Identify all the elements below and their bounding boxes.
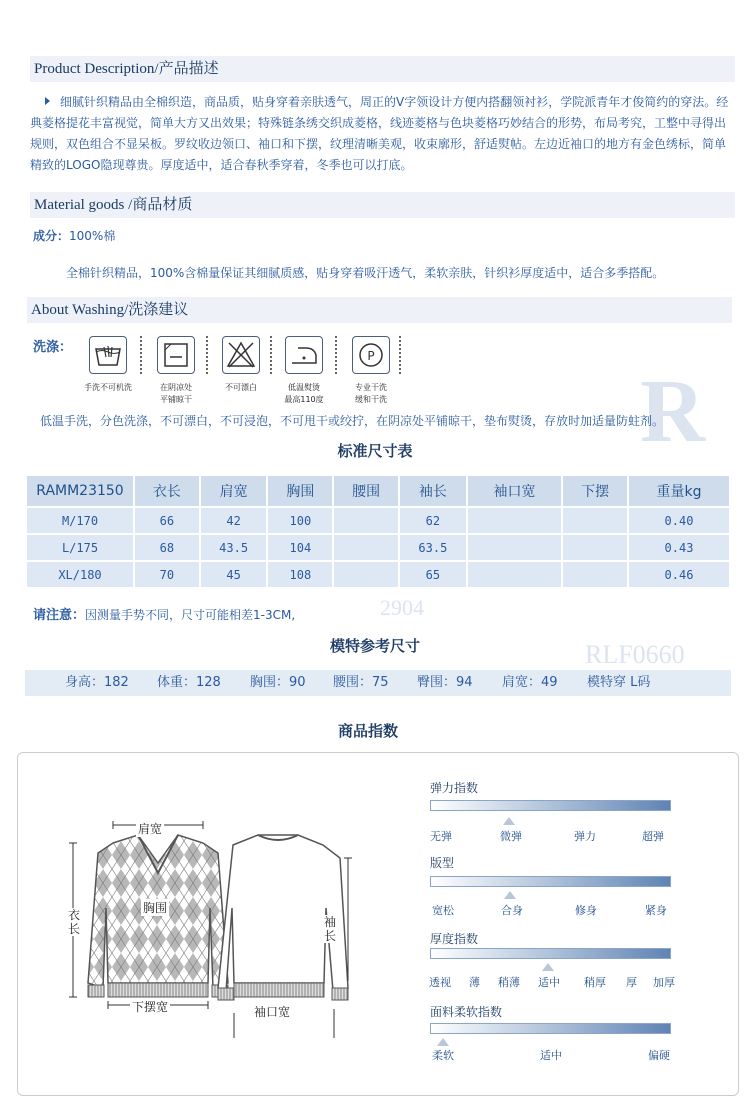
hand-wash-icon: [89, 336, 127, 374]
low-iron-icon: [285, 336, 323, 374]
softness-title: 面料柔软指数: [430, 1005, 503, 1019]
size-cell: [563, 562, 627, 587]
size-cell: 42: [201, 508, 267, 533]
thickness-label: 厚: [626, 976, 637, 989]
watermark-code-1: 2904: [380, 595, 424, 620]
fit-title: 版型: [430, 856, 455, 870]
diagram-label-cuff: 袖口宽: [254, 1005, 291, 1019]
thickness-label: 稍薄: [498, 976, 520, 989]
size-note-text: 因测量手势不同，尺寸可能相差1-3CM,: [85, 608, 296, 622]
size-cell: L/175: [27, 535, 133, 560]
elasticity-title: 弹力指数: [430, 781, 479, 795]
no-bleach-icon: [222, 336, 260, 374]
diagram-label-length: 衣长: [68, 908, 81, 936]
model-title: 模特参考尺寸: [329, 637, 420, 655]
size-header-cell: 下摆: [563, 476, 627, 506]
size-cell: 65: [400, 562, 466, 587]
softness-bar: [430, 1023, 671, 1034]
size-cell: 63.5: [400, 535, 466, 560]
index-title: 商品指数: [337, 722, 398, 740]
size-cell: 68: [135, 535, 199, 560]
size-cell: M/170: [27, 508, 133, 533]
thickness-label: 稍厚: [584, 976, 606, 989]
model-waist: 腰围：75: [333, 675, 389, 690]
elasticity-label: 无弹: [430, 830, 452, 843]
thickness-label: 适中: [538, 976, 560, 989]
model-hip: 臀围：94: [417, 675, 473, 690]
dry-clean-label: 专业干洗 缓和干洗: [355, 383, 387, 404]
size-cell: 100: [268, 508, 332, 533]
product-description-text: [30, 92, 736, 176]
fit-bar: [430, 876, 671, 887]
composition-label: 成分：: [33, 229, 70, 243]
washing-heading: About Washing/洗涤建议: [27, 297, 732, 323]
low-iron-label: 低温熨烫 最高110度: [284, 383, 324, 404]
sweater-diagram: [58, 813, 378, 1083]
size-cell: 43.5: [201, 535, 267, 560]
model-measurements: [25, 670, 731, 696]
thickness-marker-icon: [542, 963, 554, 971]
fit-label: 宽松: [432, 904, 454, 917]
softness-label: 适中: [540, 1049, 562, 1062]
dry-flat-shade-label: 在阴凉处 平铺晾干: [160, 383, 192, 404]
model-shoulder: 肩宽：49: [502, 675, 558, 690]
size-cell: 0.40: [629, 508, 729, 533]
size-cell: 0.46: [629, 562, 729, 587]
size-cell: [468, 562, 562, 587]
dry-clean-icon: [352, 336, 390, 374]
table-row: [27, 562, 729, 587]
size-cell: 62: [400, 508, 466, 533]
product-description-heading: Product Description/产品描述: [30, 56, 735, 82]
model-chest: 胸围：90: [250, 675, 306, 690]
size-cell: 66: [135, 508, 199, 533]
bullet-arrow-icon: [45, 97, 50, 105]
watermark-code-2: RLF0660: [585, 640, 685, 669]
elasticity-label: 弹力: [574, 830, 596, 843]
no-bleach-label: 不可漂白: [225, 383, 257, 392]
model-weight: 体重：128: [157, 675, 221, 690]
size-cell: [563, 508, 627, 533]
model-wears-size: 模特穿 L码: [587, 675, 651, 690]
diagram-label-sleeve: 袖长: [324, 915, 337, 943]
size-cell: [468, 535, 562, 560]
product-description-body: 细腻针织精品由全棉织造，商品质，贴身穿着亲肤透气，周正的V字领设计方便内搭翻领衬衫，学院派青年才俊简约的穿法。经典菱格提花丰富视觉，简单大方又出效果；特殊链条绣交织成菱格，线迹菱格与色块菱格巧妙结合的形势，布局考究，工整中寻得出规则，双色组合不显呆板。罗纹收边领口、袖口和下摆，纹理清晰美观，收束廓形，舒适熨帖。左边近袖口的地方有金色绣标，简单精致的LOGO隐现尊贵。厚度适中，适合春秋季穿着，冬季也可以打底。: [30, 95, 729, 172]
thickness-label: 透视: [429, 976, 451, 989]
thickness-label: 薄: [469, 976, 480, 989]
softness-label: 柔软: [432, 1049, 454, 1062]
size-cell: 45: [201, 562, 267, 587]
size-cell: 104: [268, 535, 332, 560]
size-cell: [334, 535, 398, 560]
size-cell: 70: [135, 562, 199, 587]
elasticity-bar: [430, 800, 671, 811]
washing-label: 洗涤：: [33, 340, 73, 355]
softness-marker-icon: [437, 1038, 449, 1046]
size-cell: 108: [268, 562, 332, 587]
size-header-cell: 重量kg: [629, 476, 729, 506]
table-row: [27, 535, 729, 560]
model-height: 身高：182: [65, 675, 129, 690]
size-cell: [334, 508, 398, 533]
elasticity-label: 微弹: [500, 830, 522, 843]
dry-flat-shade-icon: [157, 336, 195, 374]
size-note-label: 请注意：: [33, 608, 86, 623]
size-table: [25, 474, 731, 589]
fit-label: 修身: [575, 904, 597, 917]
hand-wash-label: 手洗不可机洗: [84, 383, 132, 392]
size-header-cell: 胸围: [268, 476, 332, 506]
thickness-label: 加厚: [653, 976, 675, 989]
thickness-title: 厚度指数: [430, 932, 479, 946]
size-header-cell: 衣长: [135, 476, 199, 506]
material-text: 全棉针织精品，100%含棉量保证其细腻质感，贴身穿着吸汗透气，柔软亲肤，针织衫厚度适中，适合多季搭配。: [66, 266, 665, 280]
size-header-cell: RAMM23150: [27, 476, 133, 506]
diagram-label-hem: 下摆宽: [132, 1000, 169, 1014]
svg-text:P: P: [367, 349, 375, 363]
size-header-cell: 袖口宽: [468, 476, 562, 506]
elasticity-marker-icon: [503, 817, 515, 825]
size-header-cell: 肩宽: [201, 476, 267, 506]
size-cell: [468, 508, 562, 533]
table-row: [27, 508, 729, 533]
fit-label: 合身: [501, 904, 523, 917]
composition: [33, 227, 115, 244]
composition-value: 100%棉: [69, 229, 116, 243]
size-table-title: 标准尺寸表: [337, 442, 413, 460]
fit-label: 紧身: [645, 904, 667, 917]
size-cell: XL/180: [27, 562, 133, 587]
size-note: [33, 604, 295, 623]
material-heading: Material goods /商品材质: [30, 192, 735, 218]
diagram-label-chest: 胸围: [143, 901, 168, 915]
softness-label: 偏硬: [648, 1049, 670, 1062]
size-cell: 0.43: [629, 535, 729, 560]
washing-note: 低温手洗，分色洗涤，不可漂白，不可浸泡，不可甩干或绞拧，在阴凉处平铺晾干，垫布熨烫，存放时加适量防蛀剂。: [40, 414, 665, 428]
size-cell: [563, 535, 627, 560]
size-cell: [334, 562, 398, 587]
size-header-cell: 腰围: [334, 476, 398, 506]
size-header-cell: 袖长: [400, 476, 466, 506]
diagram-label-shoulder: 肩宽: [138, 822, 163, 836]
size-table-header-row: [27, 476, 729, 506]
watermark-logo-letter: R: [640, 362, 705, 461]
fit-marker-icon: [504, 891, 516, 899]
thickness-bar: [430, 948, 671, 959]
elasticity-label: 超弹: [642, 830, 664, 843]
